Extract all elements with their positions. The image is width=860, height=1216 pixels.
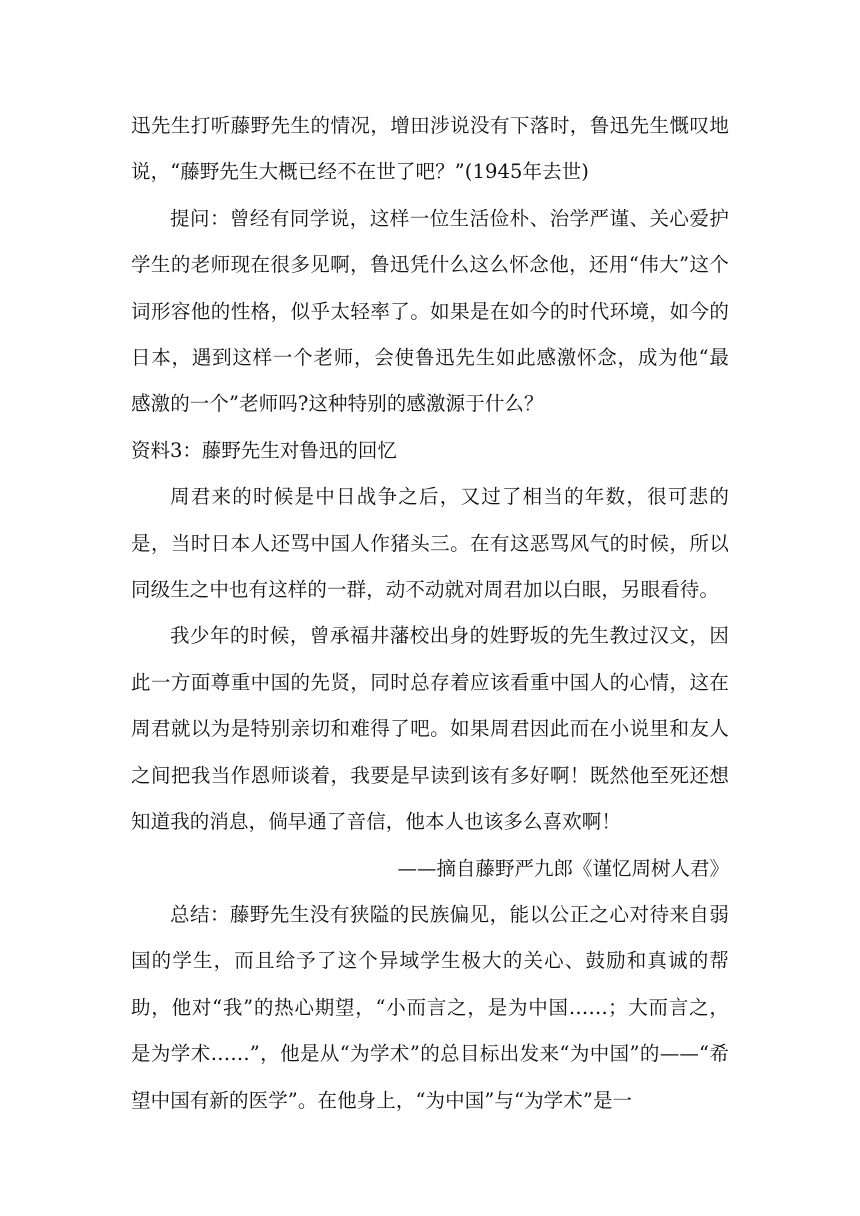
summary-paragraph: 总结：藤野先生没有狭隘的民族偏见，能以公正之心对待来自弱国的学生，而且给予了这个异域学生极大的关心、鼓励和真诚的帮助，他对“我”的热心期望，“小而言之，是为中国……；大而言之，是为学术……”，他是从“为学术”的总目标出发来“为中国”的——“希望中国有新的医学”。在他身上，“为中国”与“为学术”是一 <box>131 902 729 1112</box>
memoir-paragraph-1: 周君来的时候是中日战争之后，又过了相当的年数，很可悲的是，当时日本人还骂中国人作猪头三。在有这恶骂风气的时候，所以同级生之中也有这样的一群，动不动就对周君加以白眼，另眼看待。 <box>131 485 729 602</box>
material-heading: 资料3：藤野先生对鲁迅的回忆 <box>131 438 397 462</box>
question-paragraph: 提问：曾经有同学说，这样一位生活俭朴、治学严谨、关心爱护学生的老师现在很多见啊，鲁迅凭什么这么怀念他，还用“伟大”这个词形容他的性格，似乎太轻率了。如果是在如今的时代环境，如今的日本，遇到这样一个老师，会使鲁迅先生如此感激怀念，成为他“最感激的一个”老师吗?这种特别的感激源于什么？ <box>131 206 729 416</box>
source-attribution: ——摘自藤野严九郎《谨忆周树人君》 <box>397 856 729 880</box>
continuation-paragraph: 迅先生打听藤野先生的情况，增田涉说没有下落时，鲁迅先生慨叹地说，“藤野先生大概已经不在世了吧？”(1945年去世) <box>131 114 729 184</box>
document-body <box>131 103 729 1124</box>
memoir-paragraph-2: 我少年的时候，曾承福井藩校出身的姓野坂的先生教过汉文，因此一方面尊重中国的先贤，同时总存着应该看重中国人的心情，这在周君就以为是特别亲切和难得了吧。如果周君因此而在小说里和友人之间把我当作恩师谈着，我要是早读到该有多好啊！既然他至死还想知道我的消息，倘早通了音信，他本人也该多么喜欢啊！ <box>131 624 729 834</box>
